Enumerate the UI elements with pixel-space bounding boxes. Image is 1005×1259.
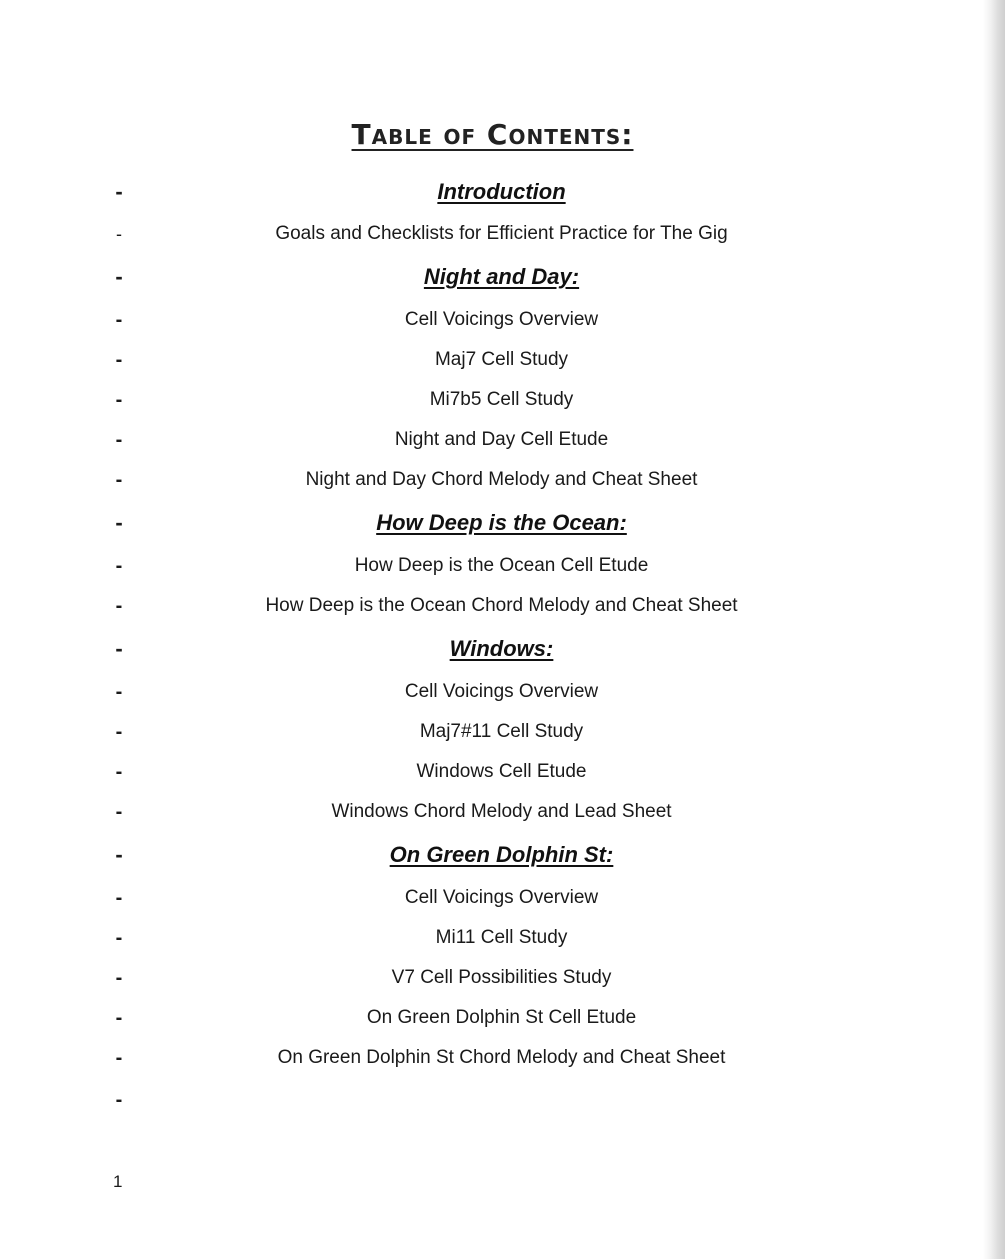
toc-entry [0, 465, 1005, 495]
toc-item: How Deep is the Ocean Chord Melody and Cheat Sheet [265, 595, 738, 616]
toc-bullet: - [115, 967, 123, 989]
toc-bullet: - [115, 510, 123, 535]
toc-item: Cell Voicings Overview [404, 887, 599, 908]
toc-bullet: - [115, 179, 123, 204]
toc-bullet: - [115, 1047, 123, 1069]
toc-bullet: - [115, 595, 123, 617]
toc-item: Goals and Checklists for Efficient Practice for The Gig [275, 223, 728, 244]
toc-heading-night-and-day: Night and Day: [423, 264, 580, 289]
toc-bullet: - [115, 469, 123, 491]
toc-item: How Deep is the Ocean Cell Etude [354, 555, 649, 576]
toc-bullet: - [115, 887, 123, 909]
page-number: 1 [113, 1172, 123, 1191]
toc-bullet: - [115, 721, 123, 743]
toc-entry [0, 1003, 1005, 1033]
toc-bullet: - [115, 1007, 123, 1029]
toc-entry [0, 591, 1005, 621]
toc-item: Cell Voicings Overview [404, 681, 599, 702]
toc-entry [0, 677, 1005, 707]
toc-entry [0, 963, 1005, 993]
toc-entry [0, 797, 1005, 827]
toc-entry [0, 425, 1005, 455]
toc-item: Cell Voicings Overview [404, 309, 599, 330]
toc-bullet: - [115, 555, 123, 577]
toc-heading-how-deep-is-the-ocean: How Deep is the Ocean: [376, 510, 627, 535]
toc-bullet: - [115, 681, 123, 703]
toc-item: Night and Day Chord Melody and Cheat Sheet [305, 469, 698, 490]
toc-entry [0, 385, 1005, 415]
toc-entry-heading [0, 840, 1005, 870]
toc-bullet: - [115, 636, 123, 661]
toc-item: Windows Chord Melody and Lead Sheet [331, 801, 672, 822]
toc-entry [0, 923, 1005, 953]
toc-item: On Green Dolphin St Cell Etude [366, 1007, 637, 1028]
toc-entry [0, 305, 1005, 335]
toc-item: On Green Dolphin St Chord Melody and Cheat Sheet [277, 1047, 726, 1068]
toc-entry-heading [0, 508, 1005, 538]
toc-entry-heading [0, 262, 1005, 292]
toc-bullet: - [115, 842, 123, 867]
toc-bullet: - [116, 224, 122, 244]
toc-entry [0, 757, 1005, 787]
toc-bullet: - [115, 801, 123, 823]
toc-item: Mi7b5 Cell Study [429, 389, 574, 410]
page-edge-shadow [983, 0, 1005, 1259]
toc-bullet: - [115, 389, 123, 411]
toc-entry-heading [0, 177, 1005, 207]
toc-bullet: - [115, 1089, 123, 1111]
toc-item: Night and Day Cell Etude [394, 429, 609, 450]
toc-heading-on-green-dolphin-st: On Green Dolphin St: [389, 842, 614, 867]
toc-entry-empty [0, 1085, 1005, 1115]
toc-item: V7 Cell Possibilities Study [391, 967, 612, 988]
toc-item: Mi11 Cell Study [435, 927, 568, 948]
toc-bullet: - [115, 349, 123, 371]
toc-item: Maj7#11 Cell Study [419, 721, 584, 742]
toc-item: Maj7 Cell Study [434, 349, 569, 370]
toc-entry [0, 717, 1005, 747]
toc-heading-introduction: Introduction [437, 179, 566, 204]
toc-entry-heading [0, 634, 1005, 664]
toc-bullet: - [115, 264, 123, 289]
page-title: Table of Contents: [351, 118, 634, 151]
toc-entry [0, 219, 1005, 249]
toc-bullet: - [115, 761, 123, 783]
toc-bullet: - [115, 927, 123, 949]
toc-entry [0, 551, 1005, 581]
toc-entry [0, 883, 1005, 913]
toc-entry [0, 1043, 1005, 1073]
toc-bullet: - [115, 429, 123, 451]
toc-bullet: - [115, 309, 123, 331]
toc-heading-windows: Windows: [449, 636, 554, 661]
toc-item: Windows Cell Etude [416, 761, 587, 782]
toc-entry [0, 345, 1005, 375]
